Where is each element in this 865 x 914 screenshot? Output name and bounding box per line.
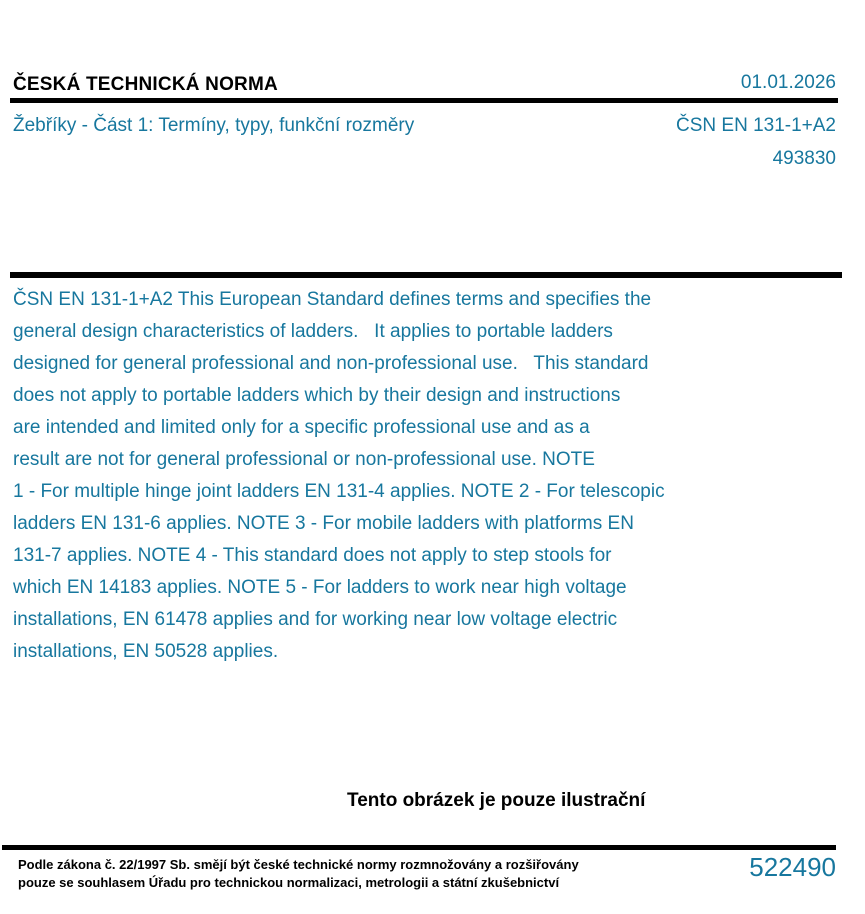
abstract-line: installations, EN 61478 applies and for working near low voltage electric [13, 609, 618, 630]
abstract-line: 131-7 applies. NOTE 4 - This standard does not apply to step stools for [13, 545, 612, 566]
standard-designation: ČSN EN 131-1+A2 [676, 115, 836, 136]
abstract-line: ČSN EN 131-1+A2 This European Standard defines terms and specifies the [13, 289, 652, 310]
effective-date: 01.01.2026 [740, 72, 836, 93]
legal-notice [18, 856, 579, 892]
abstract-line: installations, EN 50528 applies. [13, 641, 279, 662]
illustration-note: Tento obrázek je pouze ilustrační [347, 790, 646, 811]
standard-subject: Žebříky - Část 1: Termíny, typy, funkční rozměry [13, 115, 415, 136]
abstract-line: general design characteristics of ladders. It applies to portable ladders [13, 321, 613, 342]
abstract-line: which EN 14183 applies. NOTE 5 - For ladders to work near high voltage [13, 577, 627, 598]
header-rule [10, 98, 838, 103]
page-title: ČESKÁ TECHNICKÁ NORMA [13, 74, 278, 95]
abstract-line: 1 - For multiple hinge joint ladders EN 131-4 applies. NOTE 2 - For telescopic [13, 481, 665, 502]
abstract-line: ladders EN 131-6 applies. NOTE 3 - For mobile ladders with platforms EN [13, 513, 634, 534]
abstract-text [13, 284, 813, 668]
order-number: 522490 [749, 852, 836, 882]
abstract-line: designed for general professional and non-professional use. This standard [13, 353, 649, 374]
abstract-line: does not apply to portable ladders which by their design and instructions [13, 385, 621, 406]
footer-rule [2, 845, 836, 850]
abstract-line: are intended and limited only for a specific professional use and as a [13, 417, 590, 438]
legal-notice-line: Podle zákona č. 22/1997 Sb. smějí být české technické normy rozmnožovány a rozšiřovány [18, 857, 579, 872]
catalog-number: 493830 [772, 148, 836, 169]
legal-notice-line: pouze se souhlasem Úřadu pro technickou normalizaci, metrologii a státní zkušebnictví [18, 875, 560, 890]
abstract-line: result are not for general professional or non-professional use. NOTE [13, 449, 595, 470]
abstract-rule [10, 272, 842, 278]
